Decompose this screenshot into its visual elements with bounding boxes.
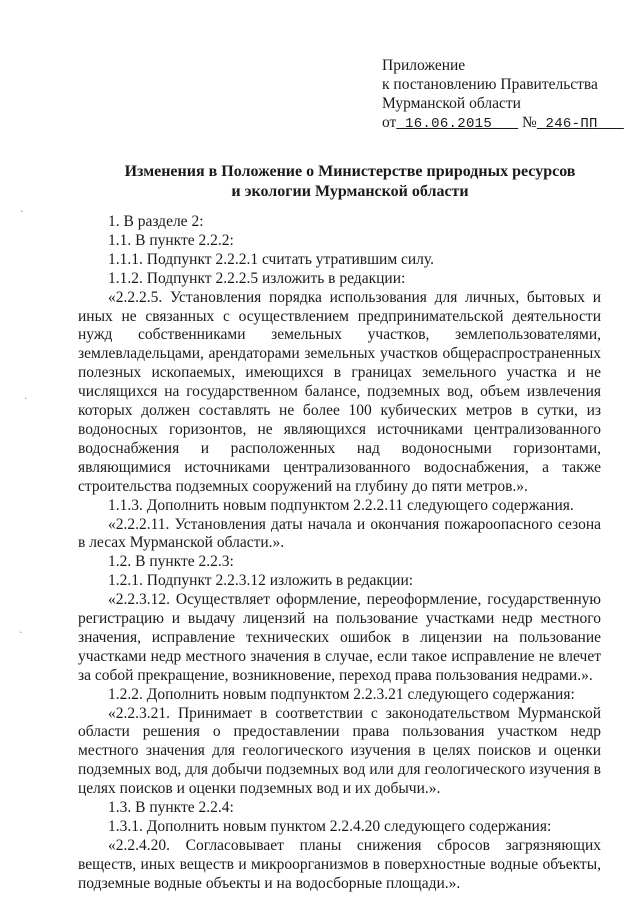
appendix-date-line [382,113,624,134]
document-body [78,213,601,894]
scan-mark: · [24,392,28,405]
paragraph: 1. В разделе 2: [108,213,204,230]
scan-mark: · [19,626,23,639]
paragraph: 1.1.3. Дополнить новым подпунктом 2.2.2.11 следующего содержания. [108,496,574,514]
paragraph: 1.3. В пункте 2.2.4: [108,799,234,817]
number-prefix: № [522,114,537,131]
decree-number: 246-ПП [545,116,598,132]
appendix-region: Мурманской области [382,95,521,112]
paragraph: «2.2.2.5. Установления порядка использования для личных, бытовых и иных не связанных с осуществлением предпринимательской деятельности нужд собственниками земельных участков, землепользователями, землевладельцами, арендаторами земельных участков общераспространенных полезных ископаемых, имеющихся в границах земельного участка и не числящихся на государственном балансе, подземных вод, объем извлечения которых должен составлять не более 100 кубических метров в сутки, из водоносных горизонтов, не являющихся источниками централизованного водоснабжения и расположенных над водоносными горизонтами, являющимися источниками централизованного водоснабжения, а также строительства подземных сооружений на глубину до пяти метров.». [78,288,601,495]
paragraph: 1.1.2. Подпункт 2.2.2.5 изложить в редакции: [108,269,406,287]
document-title [60,162,640,201]
paragraph: «2.2.3.12. Осуществляет оформление, переоформление, государственную регистрацию и выдачу лицензий на пользование участками недр местного значения, исправление технических ошибок в лицензии на пользование участками недр местного значения в случае, если такое исправление не влечет за собой прекращение, возникновение, переход права пользования недрами.». [78,591,601,684]
paragraph: 1.3.1. Дополнить новым пунктом 2.2.4.20 следующего содержания: [108,818,552,835]
paragraph: «2.2.2.11. Установления даты начала и окончания пожароопасного сезона в лесах Мурманской области.». [78,515,601,552]
paragraph: «2.2.4.20. Согласовывает планы снижения сбросов загрязняющих веществ, иных веществ и микроорганизмов в поверхностные водные объекты, подземные водные объекты и на водосборные площади.». [78,836,601,892]
paragraph: 1.1. В пункте 2.2.2: [108,231,234,249]
date-prefix: от [382,114,397,131]
appendix-heading: Приложение [382,57,466,74]
paragraph: 1.2.1. Подпункт 2.2.3.12 изложить в редакции: [108,572,414,590]
paragraph: 1.2.2. Дополнить новым подпунктом 2.2.3.21 следующего содержания: [108,685,575,703]
title-line-1: Изменения в Положение о Министерстве природных ресурсов [124,163,576,180]
title-line-2: и экологии Мурманской области [231,182,469,200]
decree-date: 16.06.2015 [405,116,493,132]
scan-mark: · [20,205,24,218]
paragraph: «2.2.3.21. Принимает в соответствии с законодательством Мурманской области решения о предоставлении права пользования участком недр местного значения для геологического изучения в целях поисков и оценки подземных вод, для добычи подземных вод или для геологического изучения в целях поисков и оценки подземных вод и их добычи.». [78,704,601,798]
appendix-block [382,56,624,134]
paragraph: 1.2. В пункте 2.2.3: [108,553,234,571]
paragraph: 1.1.1. Подпункт 2.2.2.1 считать утратившим силу. [108,250,434,268]
appendix-reference: к постановлению Правительства [382,76,598,93]
